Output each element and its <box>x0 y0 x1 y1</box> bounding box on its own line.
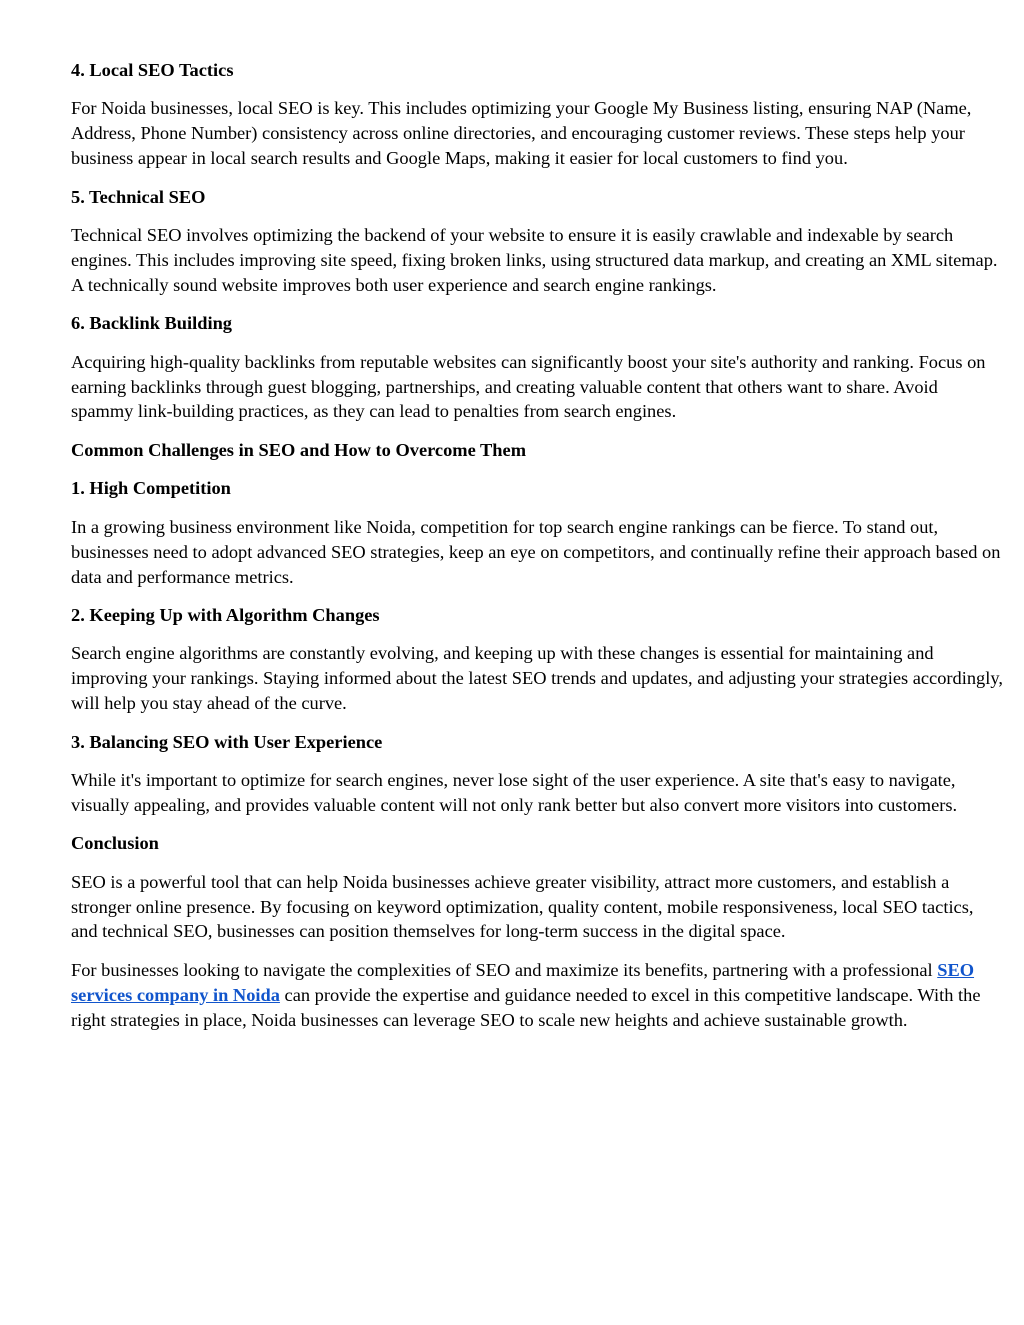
section-body-technical-seo: Technical SEO involves optimizing the backend of your website to ensure it is easily crawlable and indexable by search engines. This includes improving site speed, fixing broken links, using structured data markup, and creating an XML sitemap. A technically sound website improves both user experience and search engine rankings. <box>71 225 998 295</box>
document-page <box>71 58 1003 1046</box>
closing-text-after-link: can provide the expertise and guidance needed to excel in this competitive landscape. With the right strategies in place, Noida businesses can leverage SEO to scale new heights and achieve sustainable growth. <box>71 984 981 1030</box>
seo-services-company-link[interactable]: SEO services company in Noida <box>71 959 975 1005</box>
section-heading-conclusion: Conclusion <box>71 833 159 854</box>
section-heading-user-experience: 3. Balancing SEO with User Experience <box>71 731 383 752</box>
section-heading-algorithm-changes: 2. Keeping Up with Algorithm Changes <box>71 604 380 625</box>
section-body-user-experience: While it's important to optimize for search engines, never lose sight of the user experience. A site that's easy to navigate, visually appealing, and provides valuable content will not only rank better but also convert more visitors into customers. <box>71 769 958 815</box>
section-body-backlink-building: Acquiring high-quality backlinks from reputable websites can significantly boost your site's authority and ranking. Focus on earning backlinks through guest blogging, partnerships, and creating valuable content that others want to share. Avoid spammy link-building practices, as they can lead to penalties from search engines. <box>71 351 986 422</box>
closing-text-before-link: For businesses looking to navigate the complexities of SEO and maximize its benefits, partnering with a professional <box>71 959 938 980</box>
section-heading-local-seo: 4. Local SEO Tactics <box>71 60 234 80</box>
section-heading-high-competition: 1. High Competition <box>71 478 231 499</box>
section-body-high-competition: In a growing business environment like Noida, competition for top search engine rankings can be fierce. To stand out, businesses need to adopt advanced SEO strategies, keep an eye on competitors, and continually refine their approach based on data and performance metrics. <box>71 516 1001 587</box>
section-body-algorithm-changes: Search engine algorithms are constantly evolving, and keeping up with these changes is essential for maintaining and improving your rankings. Staying informed about the latest SEO trends and updates, and adjusting your strategies accordingly, will help you stay ahead of the curve. <box>71 643 1003 714</box>
closing-paragraph <box>71 958 1003 1033</box>
section-heading-technical-seo: 5. Technical SEO <box>71 186 206 207</box>
section-heading-common-challenges: Common Challenges in SEO and How to Overcome Them <box>71 439 527 460</box>
section-body-local-seo: For Noida businesses, local SEO is key. This includes optimizing your Google My Business listing, ensuring NAP (Name, Address, Phone Number) consistency across online directories, and encouraging customer reviews. These steps help your business appear in local search results and Google Maps, making it easier for local customers to find you. <box>71 98 972 169</box>
section-body-conclusion: SEO is a powerful tool that can help Noida businesses achieve greater visibility, attract more customers, and establish a stronger online presence. By focusing on keyword optimization, quality content, mobile responsiveness, local SEO tactics, and technical SEO, businesses can position themselves for long-term success in the digital space. <box>71 871 974 942</box>
section-heading-backlink-building: 6. Backlink Building <box>71 313 232 334</box>
